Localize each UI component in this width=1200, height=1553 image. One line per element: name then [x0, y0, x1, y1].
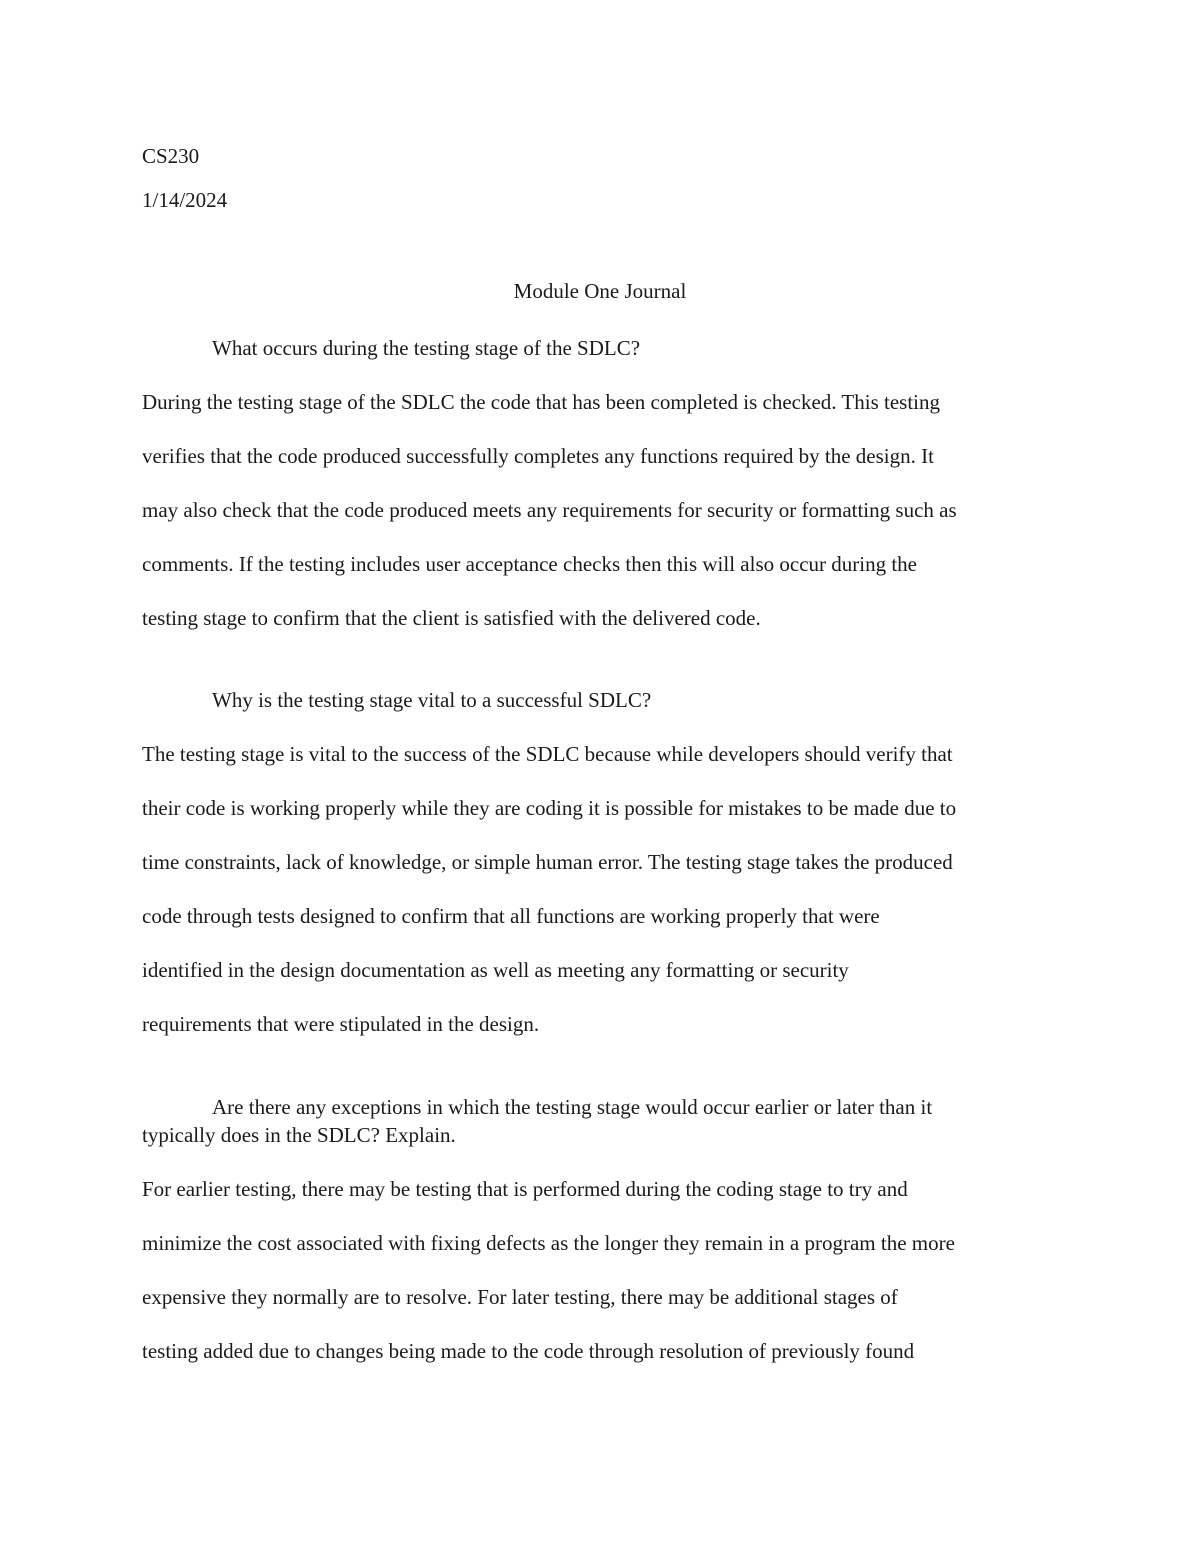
answer-3-line: testing added due to changes being made to the code through resolution of previously found [142, 1339, 915, 1363]
page-title: Module One Journal [513, 279, 687, 303]
answer-2-line: code through tests designed to confirm that all functions are working properly that were [142, 904, 880, 928]
answer-1-line: During the testing stage of the SDLC the code that has been completed is checked. This testing [142, 390, 940, 414]
answer-1-line: comments. If the testing includes user acceptance checks then this will also occur during the [142, 552, 918, 576]
answer-2-line: their code is working properly while they are coding it is possible for mistakes to be made due to [142, 796, 957, 820]
date: 1/14/2024 [142, 188, 228, 212]
answer-3-line: minimize the cost associated with fixing defects as the longer they remain in a program the more [142, 1231, 955, 1255]
answer-3-line: For earlier testing, there may be testing that is performed during the coding stage to try and [142, 1177, 908, 1201]
question-1: What occurs during the testing stage of the SDLC? [212, 336, 641, 360]
answer-1-line: may also check that the code produced meets any requirements for security or formatting such as [142, 498, 957, 522]
answer-1-line: testing stage to confirm that the client is satisfied with the delivered code. [142, 606, 761, 630]
answer-3-line: expensive they normally are to resolve. For later testing, there may be additional stages of [142, 1285, 898, 1309]
answer-2-line: The testing stage is vital to the success of the SDLC because while developers should verify that [142, 742, 953, 766]
answer-1-line: verifies that the code produced successfully completes any functions required by the design. It [142, 444, 934, 468]
answer-2-line: time constraints, lack of knowledge, or simple human error. The testing stage takes the produced [142, 850, 953, 874]
course-code: CS230 [142, 144, 200, 168]
answer-2-line: identified in the design documentation as well as meeting any formatting or security [142, 958, 849, 982]
question-3-continued: typically does in the SDLC? Explain. [142, 1123, 456, 1147]
question-3: Are there any exceptions in which the testing stage would occur earlier or later than it [212, 1095, 933, 1119]
question-2: Why is the testing stage vital to a successful SDLC? [212, 688, 652, 712]
answer-2-line: requirements that were stipulated in the design. [142, 1012, 540, 1036]
